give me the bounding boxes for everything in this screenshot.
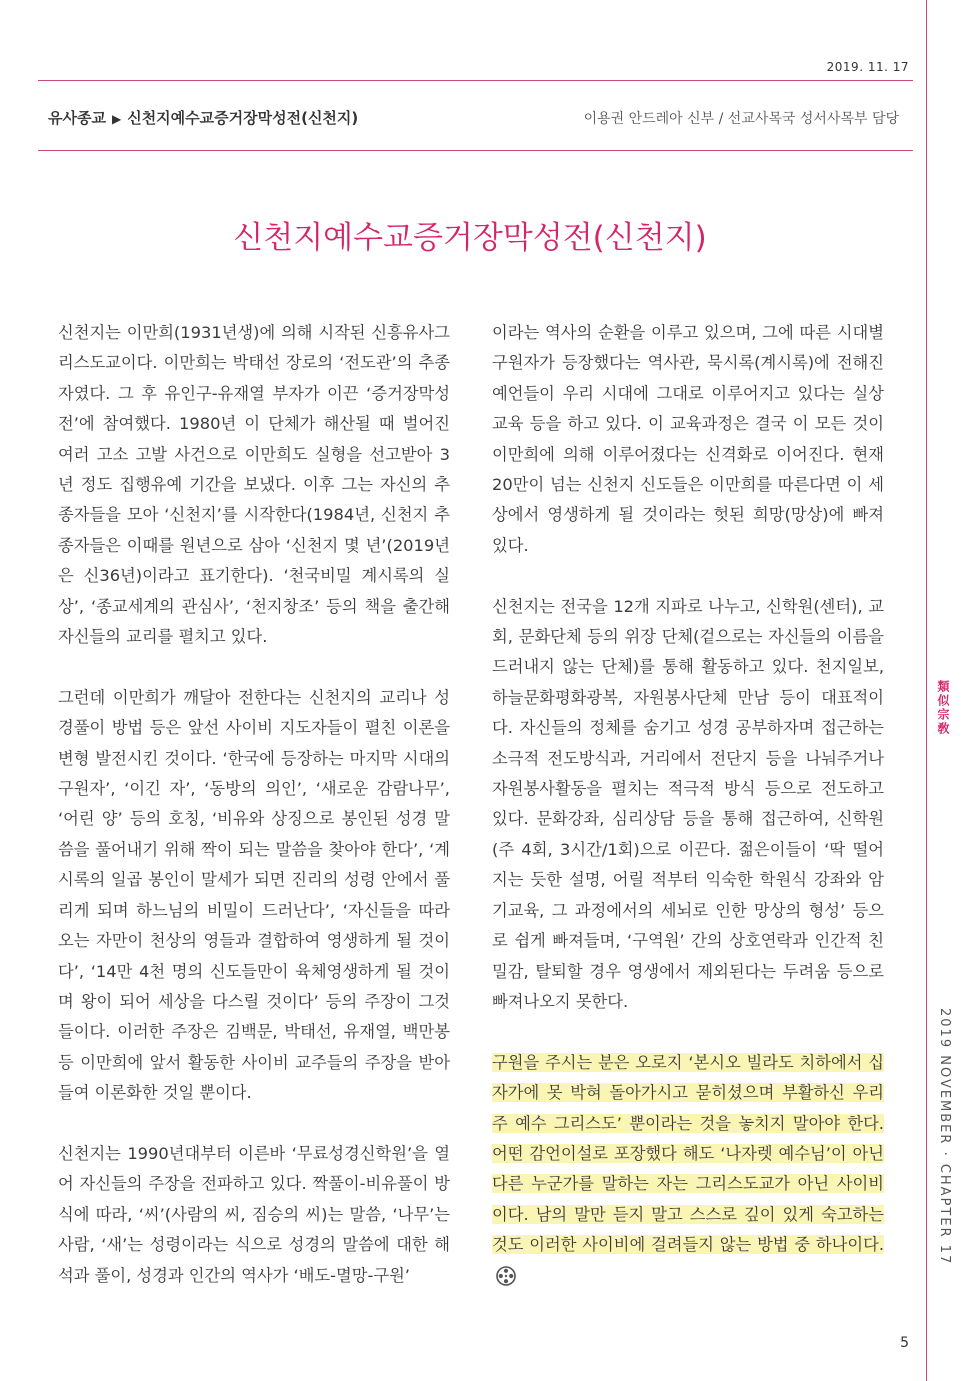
breadcrumb-category: 유사종교 [48, 109, 106, 127]
header-top-rule [38, 80, 913, 81]
page-edge-rule [926, 0, 927, 1381]
highlighted-conclusion: 구원을 주시는 분은 오로지 ‘본시오 빌라도 치하에서 십자가에 못 박혀 돌아가시고 묻히셨으며 부활하신 우리 주 예수 그리스도’ 뿐이라는 것을 놓치지 말아야 한다. 어떤 감언이설로 포장했다 해도 ‘나자렛 예수님’이 아닌 다른 누군가를 말하는 자는 그리스도교가 아닌 사이비이다. 남의 말만 듣지 말고 스스로 깊이 있게 숙고하는 것도 이러한 사이비에 걸려들지 않는 방법 중 하나이다. [492, 1052, 884, 1255]
article-left-column [58, 318, 450, 1321]
page-number: 5 [900, 1335, 909, 1351]
section-breadcrumb [48, 107, 358, 128]
breadcrumb-arrow-icon: ▶ [111, 112, 122, 126]
header-bottom-rule [38, 150, 913, 151]
left-paragraph-1: 신천지는 이만희(1931년생)에 의해 시작된 신흥유사그리스도교이다. 이만희는 박태선 장로의 ‘전도관’의 추종자였다. 그 후 유인구-유재열 부자가 이끈 ‘증거장막성전’에 참여했다. 1980년 이 단체가 해산될 때 벌어진 여러 고소 고발 사건으로 이만희도 실형을 선고받아 3년 정도 집행유예 기간을 보냈다. 이후 그는 자신의 추종자들을 모아 ‘신천지’를 시작한다(1984년, 신천지 추종자들은 이때를 원년으로 삼아 ‘신천지 몇 년’(2019년은 신36년)이라고 표기한다). ‘천국비밀 계시록의 실상’, ‘종교세계의 관심사’, ‘천지창조’ 등의 책을 출간해 자신들의 교리를 펼치고 있다. [58, 323, 450, 647]
article-right-column [492, 318, 884, 1321]
right-paragraph-2: 신천지는 전국을 12개 지파로 나누고, 신학원(센터), 교회, 문화단체 등의 위장 단체(겉으로는 자신들의 이름을 드러내지 않는 단체)를 통해 활동하고 있다. 천지일보, 하늘문화평화광복, 자원봉사단체 만남 등이 대표적이다. 자신들의 정체를 숨기고 성경 공부하자며 접근하는 소극적 전도방식과, 거리에서 전단지 등을 나눠주거나 자원봉사활동을 펼치는 적극적 방식 등으로 전도하고 있다. 문화강좌, 심리상담 등을 통해 접근하여, 신학원(주 4회, 3시간/1회)으로 이끈다. 젊은이들이 ‘딱 떨어지는 듯한 설명, 어릴 적부터 익숙한 학원식 강좌와 암기교육, 그 과정에서의 세뇌로 인한 망상의 형성’ 등으로 쉽게 빠져들며, ‘구역원’ 간의 상호연락과 인간적 친밀감, 탈퇴할 경우 영생에서 제외된다는 두려움 등으로 빠져나오지 못한다. [492, 596, 884, 1011]
side-issue-label: 2019 NOVEMBER · CHAPTER 17 [937, 1008, 952, 1266]
author-credit: 이용권 안드레아 신부 / 선교사목국 성서사목부 담당 [583, 111, 899, 127]
issue-date: 2019. 11. 17 [826, 60, 909, 74]
right-paragraph-3-highlight [492, 1048, 884, 1291]
breadcrumb-topic: 신천지예수교증거장막성전(신천지) [127, 109, 359, 127]
film-reel-icon [496, 1266, 516, 1286]
left-paragraph-2: 그런데 이만희가 깨달아 전한다는 신천지의 교리나 성경풀이 방법 등은 앞선 사이비 지도자들이 펼친 이론을 변형 발전시킨 것이다. ‘한국에 등장하는 마지막 시대의 구원자’, ‘이긴 자’, ‘동방의 의인’, ‘새로운 감람나무’, ‘어린 양’ 등의 호칭, ‘비유와 상징으로 봉인된 성경 말씀을 풀어내기 위해 짝이 되는 말씀을 찾아야 한다’, ‘계시록의 일곱 봉인이 말세가 되면 진리의 성령 안에서 풀리게 되며 하느님의 비밀이 드러난다’, ‘자신들을 따라 오는 자만이 천상의 영들과 결합하여 영생하게 될 것이다’, ‘14만 4천 명의 신도들만이 육체영생하게 될 것이며 왕이 되어 세상을 다스릴 것이다’ 등의 주장이 그것들이다. 이러한 주장은 김백문, 박태선, 유재열, 백만봉 등 이만희에 앞서 활동한 사이비 교주들의 주장을 받아들여 이론화한 것일 뿐이다. [58, 687, 450, 1103]
side-section-label: 類似宗敎 [936, 680, 950, 736]
article-title: 신천지예수교증거장막성전(신천지) [233, 220, 707, 256]
left-paragraph-3: 신천지는 1990년대부터 이른바 ‘무료성경신학원’을 열어 자신들의 주장을 전파하고 있다. 짝풀이-비유풀이 방식에 따라, ‘씨’(사람의 씨, 짐승의 씨)는 말씀, ‘나무’는 사람, ‘새’는 성령이라는 식으로 성경의 말씀에 대한 해석과 풀이, 성경과 인간의 역사가 ‘배도-멸망-구원’ [58, 1143, 450, 1285]
right-paragraph-1: 이라는 역사의 순환을 이루고 있으며, 그에 따른 시대별 구원자가 등장했다는 역사관, 묵시록(계시록)에 전해진 예언들이 우리 시대에 그대로 이루어지고 있다는 실상 교육 등을 하고 있다. 이 교육과정은 결국 이 모든 것이 이만희에 의해 이루어졌다는 신격화로 이어진다. 현재 20만이 넘는 신천지 신도들은 이만희를 따른다면 이 세상에서 영생하게 될 것이라는 헛된 희망(망상)에 빠져 있다. [492, 323, 884, 555]
